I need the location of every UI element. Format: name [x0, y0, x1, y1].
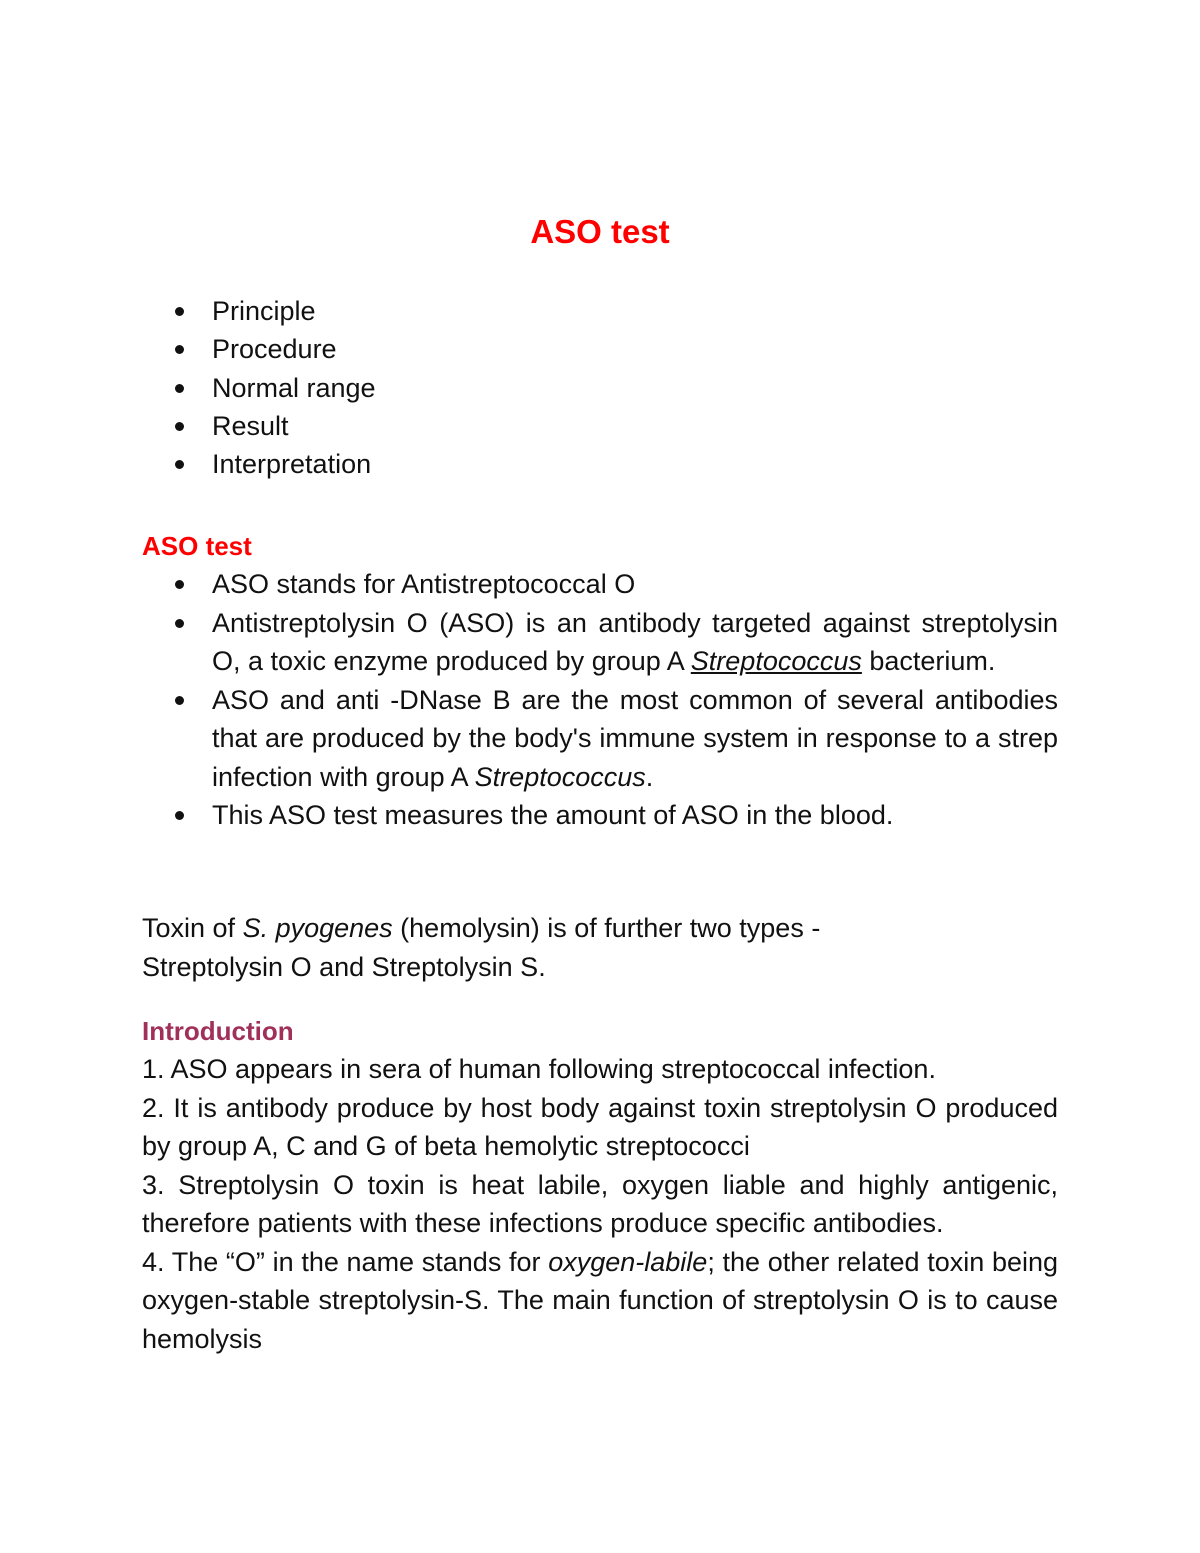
- fact-text: This ASO test measures the amount of ASO in the blood.: [212, 800, 894, 830]
- aso-facts-list: [142, 565, 1058, 835]
- topics-list: [142, 292, 376, 483]
- topic-label: Procedure: [212, 334, 337, 365]
- topic-label: Principle: [212, 296, 316, 326]
- fact-text: ASO stands for Antistreptococcal O: [212, 569, 636, 599]
- toxin-paragraph: [142, 909, 1058, 986]
- fact-text-end: .: [645, 761, 654, 792]
- fact-text-end: bacterium.: [861, 646, 996, 676]
- document-title: ASO test: [530, 213, 670, 250]
- list-item: 3. Streptolysin O toxin is heat labile, oxygen liable and highly antigenic, therefore patients with these infections produce specific antibodies.: [142, 1169, 1058, 1238]
- list-item: [142, 445, 376, 483]
- list-item: [142, 1243, 1058, 1359]
- organism-name: Streptococcus: [690, 646, 862, 676]
- organism-name: Streptococcus: [474, 761, 646, 792]
- list-item: [142, 292, 376, 330]
- bullet-icon: [175, 619, 184, 628]
- bullet-icon: [175, 811, 184, 820]
- bullet-icon: [175, 696, 184, 705]
- list-item: [142, 796, 1058, 835]
- bullet-icon: [175, 384, 184, 393]
- list-item: [142, 369, 376, 407]
- list-item: [142, 681, 1058, 797]
- list-item: [142, 407, 376, 445]
- list-item: [142, 604, 1058, 681]
- fact-text: ASO and anti -DNase B are the most common of several antibodies that are produced by the body's immune system in response to a strep infection with group A: [212, 684, 1058, 792]
- introduction-list: [142, 1050, 1058, 1358]
- list-item: [142, 330, 376, 368]
- bullet-icon: [175, 345, 184, 354]
- topic-label: Result: [212, 410, 289, 441]
- emphasis-term: oxygen-labile: [548, 1246, 708, 1277]
- toxin-types-line: Streptolysin O and Streptolysin S.: [142, 951, 546, 982]
- bullet-icon: [175, 580, 184, 589]
- fact-text: Antistreptolysin O (ASO) is an antibody targeted against streptolysin O, a toxic enzyme produced by group A: [212, 607, 1058, 676]
- intro-text: 4. The “O” in the name stands for: [142, 1246, 549, 1277]
- toxin-text: Toxin of: [142, 913, 243, 943]
- bullet-icon: [175, 422, 184, 431]
- list-item: 2. It is antibody produce by host body against toxin streptolysin O produced by group A, C and G of beta hemolytic streptococci: [142, 1092, 1058, 1161]
- list-item: 1. ASO appears in sera of human following streptococcal infection.: [142, 1054, 936, 1084]
- list-item: [142, 565, 1058, 604]
- intro-text: ; the other related toxin being oxygen-stable streptolysin-S. The main function of streptolysin O is to cause hemolysis: [142, 1246, 1059, 1354]
- toxin-text: (hemolysin) is of further two types -: [392, 913, 821, 943]
- topic-label: Interpretation: [212, 449, 372, 480]
- topic-label: Normal range: [212, 372, 376, 403]
- bullet-icon: [175, 460, 184, 469]
- section-heading: ASO test: [142, 531, 252, 561]
- introduction-heading: Introduction: [142, 1016, 294, 1046]
- organism-name: S. pyogenes: [242, 913, 393, 943]
- bullet-icon: [175, 307, 184, 316]
